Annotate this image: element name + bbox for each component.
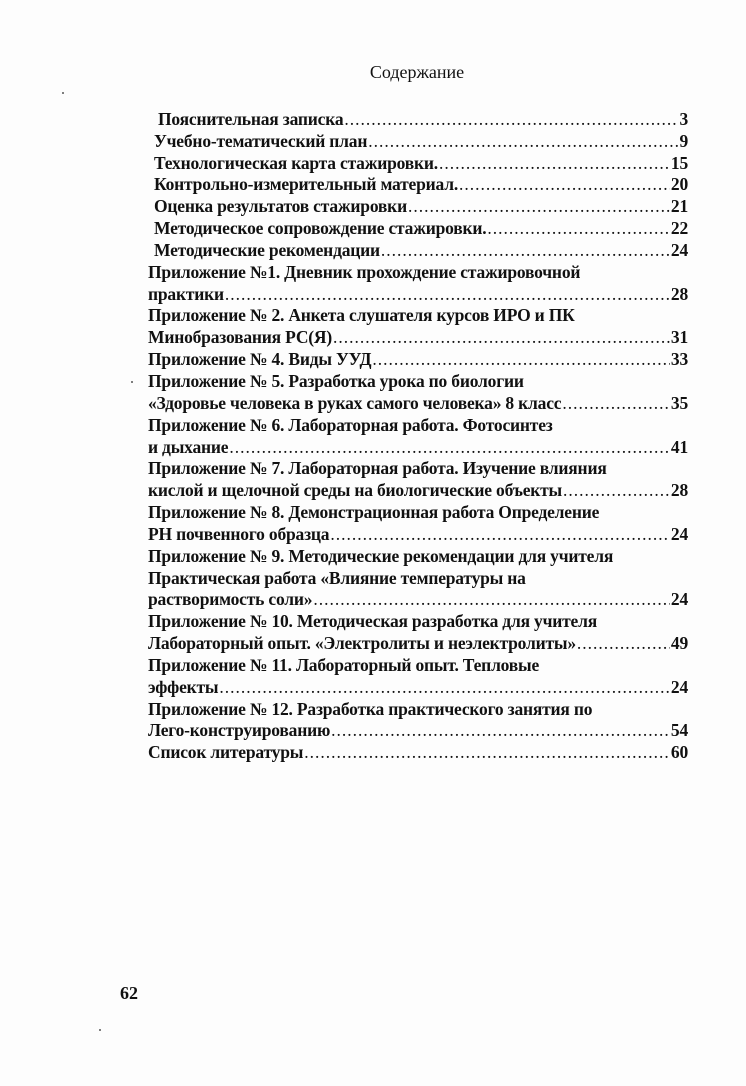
dot-leader [368, 131, 678, 152]
dot-leader [562, 393, 670, 414]
toc-entry-line [148, 698, 688, 720]
toc-entry-line [148, 370, 688, 392]
toc-entry-text: Приложение № 8. Демонстрационная работа Определение [148, 502, 600, 523]
toc-entry-text: Методическое сопровождение стажировки. [154, 218, 487, 239]
toc-entry-text: практики [148, 283, 224, 304]
toc-entry [148, 698, 688, 742]
toc-entry-text: Контрольно-измерительный материал. [154, 174, 459, 195]
toc-entry-line [148, 458, 688, 480]
toc-entry [148, 108, 688, 130]
dot-leader [459, 174, 670, 195]
toc-entry-text: РН почвенного образца [148, 523, 330, 544]
toc-entry-text: Приложение № 11. Лабораторный опыт. Тепловые [148, 654, 540, 675]
toc-entry [148, 741, 688, 763]
toc-entry-text: Методические рекомендации [154, 239, 380, 260]
toc-entry-line [148, 195, 688, 217]
toc-entry-line [148, 239, 688, 261]
toc-entry-line [148, 392, 688, 414]
toc-page-number: 24 [670, 676, 688, 697]
dot-leader [344, 109, 678, 130]
toc-page-number: 60 [670, 742, 688, 763]
scan-speck [62, 92, 64, 94]
dot-leader [439, 153, 670, 174]
toc-entry-line [148, 720, 688, 742]
toc-entry [148, 501, 688, 545]
toc-page-number: 31 [670, 327, 688, 348]
toc-entry-line [148, 305, 688, 327]
scan-speck [99, 1029, 101, 1031]
toc-entry [148, 348, 688, 370]
toc-entry-text: Приложение № 7. Лабораторная работа. Изучение влияния [148, 458, 607, 479]
toc-entry [148, 370, 688, 414]
toc-entry-text: Учебно-тематический план [154, 130, 368, 151]
toc-entry-line [148, 261, 688, 283]
toc-entry-line [148, 741, 688, 763]
table-of-contents [148, 108, 688, 763]
toc-entry-text: Практическая работа «Влияние температуры на [148, 567, 526, 588]
dot-leader [219, 677, 670, 698]
toc-page-number: 54 [670, 720, 688, 741]
dot-leader [330, 524, 670, 545]
dot-leader [577, 633, 670, 654]
toc-page-number: 41 [670, 436, 688, 457]
toc-entry [148, 545, 688, 611]
toc-page-number: 24 [670, 239, 688, 260]
toc-entry [148, 414, 688, 458]
toc-entry-line [148, 545, 688, 567]
toc-page-number: 22 [670, 218, 688, 239]
dot-leader [229, 437, 670, 458]
toc-entry-text: Лего-конструированию [148, 720, 331, 741]
page-number: 62 [120, 983, 138, 1003]
toc-entry [148, 610, 688, 654]
toc-entry-text: Оценка результатов стажировки [154, 196, 407, 217]
toc-page-number: 33 [670, 349, 688, 370]
toc-entry-line [148, 436, 688, 458]
toc-entry-text: Приложение № 12. Разработка практического занятия по [148, 698, 593, 719]
toc-entry [148, 130, 688, 152]
toc-page-number: 35 [670, 392, 688, 413]
toc-entry [148, 654, 688, 698]
toc-entry-text: Приложение № 10. Методическая разработка для учителя [148, 611, 597, 632]
dot-leader [563, 480, 670, 501]
toc-page-number: 9 [679, 130, 688, 151]
toc-entry-text: Минобразования РС(Я) [148, 327, 332, 348]
toc-entry-text: Приложение № 2. Анкета слушателя курсов ИРО и ПК [148, 305, 575, 326]
toc-entry-line [148, 283, 688, 305]
toc-entry-text: Приложение №1. Дневник прохождение стажировочной [148, 261, 581, 282]
toc-entry-text: Приложение № 9. Методические рекомендации для учителя [148, 545, 614, 566]
toc-entry [148, 261, 688, 305]
dot-leader [331, 720, 670, 741]
scan-speck [131, 381, 133, 383]
dot-leader [487, 218, 669, 239]
toc-entry-line [148, 501, 688, 523]
toc-entry [148, 174, 688, 196]
toc-entry-line [148, 326, 688, 348]
dot-leader [333, 327, 670, 348]
toc-entry-line [148, 130, 688, 152]
toc-entry-text: «Здоровье человека в руках самого человека» 8 класс [148, 392, 562, 413]
toc-entry-line [148, 610, 688, 632]
toc-entry-line [148, 567, 688, 589]
toc-entry-line [148, 676, 688, 698]
dot-leader [225, 284, 670, 305]
toc-page-number: 3 [679, 108, 688, 129]
toc-entry [148, 305, 688, 349]
toc-entry-line [148, 108, 688, 130]
toc-entry-text: Приложение № 6. Лабораторная работа. Фотосинтез [148, 414, 553, 435]
toc-page-number: 49 [670, 633, 688, 654]
toc-entry-line [148, 152, 688, 174]
toc-entry-text: Приложение № 4. Виды УУД [148, 349, 372, 370]
toc-page-number: 28 [670, 480, 688, 501]
toc-page-number: 15 [670, 152, 688, 173]
toc-entry-line [148, 523, 688, 545]
toc-entry [148, 152, 688, 174]
toc-page-number: 20 [670, 174, 688, 195]
toc-page-number: 24 [670, 589, 688, 610]
toc-entry-line [148, 174, 688, 196]
dot-leader [304, 742, 670, 763]
toc-entry-line [148, 217, 688, 239]
toc-entry-text: растворимость соли» [148, 589, 313, 610]
toc-entry-text: кислой и щелочной среды на биологические объекты [148, 480, 563, 501]
toc-entry-text: Приложение № 5. Разработка урока по биологии [148, 370, 524, 391]
dot-leader [408, 196, 670, 217]
toc-entry-line [148, 348, 688, 370]
toc-entry-text: Список литературы [148, 742, 304, 763]
dot-leader [372, 349, 670, 370]
toc-entry [148, 458, 688, 502]
toc-entry [148, 239, 688, 261]
toc-entry-line [148, 414, 688, 436]
toc-entry-text: Лабораторный опыт. «Электролиты и неэлектролиты» [148, 633, 576, 654]
toc-entry-line [148, 654, 688, 676]
toc-entry [148, 195, 688, 217]
toc-page-number: 21 [670, 196, 688, 217]
toc-entry-text: и дыхание [148, 436, 229, 457]
toc-entry-line [148, 632, 688, 654]
toc-entry-text: Технологическая карта стажировки. [154, 152, 438, 173]
toc-entry-line [148, 589, 688, 611]
toc-entry-line [148, 479, 688, 501]
toc-entry-text: Пояснительная записка [158, 108, 344, 129]
dot-leader [313, 589, 670, 610]
toc-page-number: 28 [670, 283, 688, 304]
page-title: Содержание [369, 62, 465, 82]
toc-entry [148, 217, 688, 239]
toc-entry-text: эффекты [148, 676, 219, 697]
toc-page-number: 24 [670, 523, 688, 544]
dot-leader [381, 240, 670, 261]
